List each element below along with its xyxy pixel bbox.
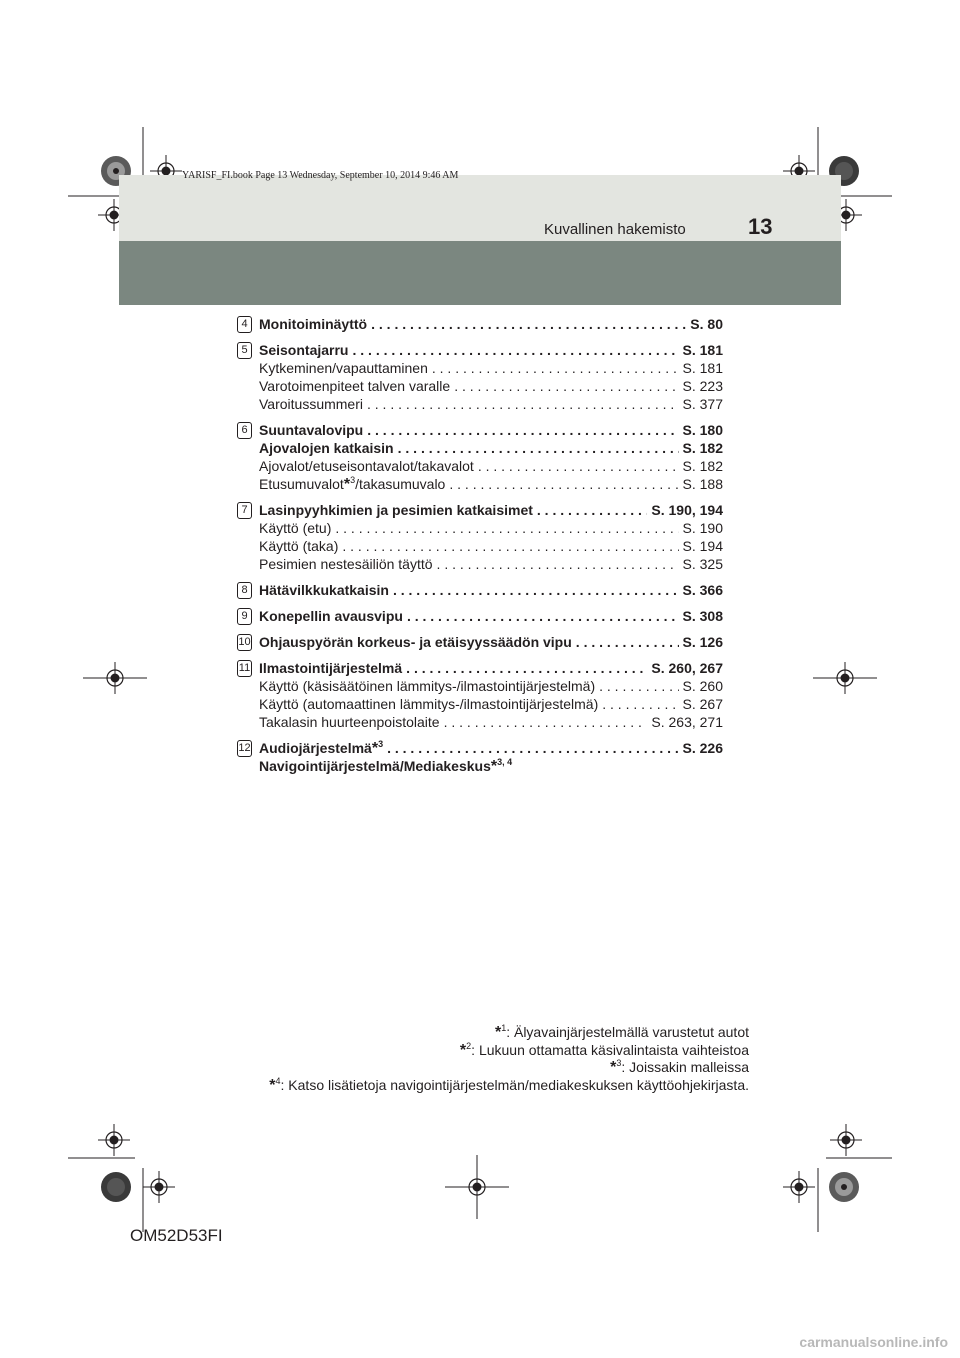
index-entry[interactable] bbox=[237, 677, 723, 695]
entry-group bbox=[237, 581, 723, 599]
leader-dots bbox=[407, 607, 679, 625]
entry-label: Takalasin huurteenpoistolaite bbox=[259, 714, 440, 730]
index-entry[interactable] bbox=[237, 757, 723, 775]
entry-label: Käyttö (taka) bbox=[259, 538, 339, 554]
page-reference[interactable]: S. 308 bbox=[682, 608, 723, 624]
page-reference[interactable]: S. 181 bbox=[682, 342, 723, 358]
page-reference[interactable]: S. 181 bbox=[682, 360, 723, 376]
index-entry[interactable] bbox=[237, 695, 723, 713]
leader-dots bbox=[478, 457, 679, 475]
watermark: carmanualsonline.info bbox=[799, 1334, 948, 1350]
page-reference[interactable]: S. 325 bbox=[682, 556, 723, 572]
leader-dots bbox=[335, 519, 678, 537]
leader-dots bbox=[393, 581, 679, 599]
crosshair-icon bbox=[445, 1155, 509, 1224]
index-entries bbox=[237, 315, 723, 775]
entry-label: Ohjauspyörän korkeus- ja etäisyyssäädön vipu bbox=[259, 634, 572, 650]
entry-label: Varotoimenpiteet talven varalle bbox=[259, 378, 451, 394]
page-reference[interactable]: S. 226 bbox=[682, 740, 723, 756]
crosshair-icon bbox=[783, 1171, 815, 1208]
header-dark-band bbox=[119, 241, 841, 305]
entry-group bbox=[237, 607, 723, 625]
entry-label: Konepellin avausvipu bbox=[259, 608, 403, 624]
index-entry[interactable] bbox=[237, 607, 723, 625]
entry-group bbox=[237, 659, 723, 731]
crosshair-icon bbox=[143, 1171, 175, 1208]
entry-label: Etusumuvalot*$^3$/takasumuvalo bbox=[259, 475, 446, 493]
starburst-target-icon bbox=[100, 1171, 132, 1208]
index-entry[interactable] bbox=[237, 581, 723, 599]
entry-group bbox=[237, 739, 723, 775]
entry-label: Ilmastointijärjestelmä bbox=[259, 660, 403, 676]
leader-dots bbox=[537, 501, 647, 519]
callout-number: 12 bbox=[237, 740, 252, 757]
leader-dots bbox=[454, 377, 678, 395]
entry-label: Monitoiminäyttö bbox=[259, 316, 368, 332]
page-reference[interactable]: S. 260 bbox=[682, 678, 723, 694]
entry-label: Käyttö (käsisäätöinen lämmitys-/ilmastointijärjestelmä) bbox=[259, 678, 596, 694]
leader-dots bbox=[599, 677, 678, 695]
page-reference[interactable]: S. 260, 267 bbox=[651, 660, 723, 676]
index-entry[interactable] bbox=[237, 395, 723, 413]
callout-number: 10 bbox=[237, 634, 252, 651]
callout-number: 6 bbox=[237, 422, 252, 439]
crosshair-icon bbox=[830, 1124, 862, 1161]
index-entry[interactable] bbox=[237, 315, 723, 333]
index-entry[interactable] bbox=[237, 457, 723, 475]
leader-dots bbox=[367, 395, 679, 413]
page-reference[interactable]: S. 267 bbox=[682, 696, 723, 712]
index-entry[interactable] bbox=[237, 519, 723, 537]
page-reference[interactable]: S. 126 bbox=[682, 634, 723, 650]
leader-dots bbox=[444, 713, 648, 731]
leader-dots bbox=[342, 537, 678, 555]
entry-label: Suuntavalovipu bbox=[259, 422, 364, 438]
crosshair-icon bbox=[813, 662, 877, 699]
page-reference[interactable]: S. 366 bbox=[682, 582, 723, 598]
entry-label: Navigointijärjestelmä/Mediakeskus*$^{3, 4}$ bbox=[259, 757, 513, 775]
entry-label: Hätävilkkukatkaisin bbox=[259, 582, 389, 598]
entry-group bbox=[237, 633, 723, 651]
callout-number: 9 bbox=[237, 608, 252, 625]
page-number: 13 bbox=[748, 214, 773, 239]
page-reference[interactable]: S. 263, 271 bbox=[651, 714, 723, 730]
entry-group bbox=[237, 421, 723, 493]
index-entry[interactable] bbox=[237, 659, 723, 677]
leader-dots bbox=[406, 659, 647, 677]
leader-dots bbox=[367, 421, 678, 439]
entry-label: Lasinpyyhkimien ja pesimien katkaisimet bbox=[259, 502, 533, 518]
crosshair-icon bbox=[98, 1124, 130, 1161]
leader-dots bbox=[387, 739, 678, 757]
entry-label: Ajovalojen katkaisin bbox=[259, 440, 394, 456]
leader-dots bbox=[449, 475, 678, 493]
index-entry[interactable] bbox=[237, 377, 723, 395]
index-entry[interactable] bbox=[237, 713, 723, 731]
footnote: *$^4$: Katso lisätietoja navigointijärjestelmän/mediakeskuksen käyttöohjekirjasta. bbox=[269, 1075, 749, 1094]
page-reference[interactable]: S. 223 bbox=[682, 378, 723, 394]
page-reference[interactable]: S. 190, 194 bbox=[651, 502, 723, 518]
document-code: OM52D53FI bbox=[130, 1226, 223, 1245]
entry-label: Pesimien nestesäiliön täyttö bbox=[259, 556, 433, 572]
index-entry[interactable] bbox=[237, 633, 723, 651]
footnote: *$^2$: Lukuun ottamatta käsivalintaista vaihteistoa bbox=[459, 1040, 749, 1059]
index-entry[interactable] bbox=[237, 341, 723, 359]
page-reference[interactable]: S. 80 bbox=[690, 316, 723, 332]
index-entry[interactable] bbox=[237, 537, 723, 555]
index-entry[interactable] bbox=[237, 501, 723, 519]
leader-dots bbox=[352, 341, 678, 359]
footnote: *$^3$: Joissakin malleissa bbox=[610, 1058, 749, 1076]
leader-dots bbox=[437, 555, 679, 573]
leader-dots bbox=[398, 439, 679, 457]
leader-dots bbox=[371, 315, 686, 333]
leader-dots bbox=[432, 359, 679, 377]
page-reference[interactable]: S. 377 bbox=[682, 396, 723, 412]
entry-group bbox=[237, 501, 723, 573]
page-reference[interactable]: S. 190 bbox=[682, 520, 723, 536]
callout-number: 7 bbox=[237, 502, 252, 519]
entry-label: Kytkeminen/vapauttaminen bbox=[259, 360, 428, 376]
index-entry[interactable] bbox=[237, 475, 723, 493]
entry-label: Varoitussummeri bbox=[259, 396, 363, 412]
index-entry[interactable] bbox=[237, 421, 723, 439]
footnote: *$^1$: Älyavainjärjestelmällä varustetut autot bbox=[494, 1023, 749, 1041]
index-entry[interactable] bbox=[237, 439, 723, 457]
leader-dots bbox=[602, 695, 678, 713]
entry-label: Seisontajarru bbox=[259, 342, 349, 358]
header-band bbox=[119, 175, 841, 241]
footnotes bbox=[269, 1024, 749, 1094]
page-reference[interactable]: S. 182 bbox=[682, 458, 723, 474]
page-reference[interactable]: S. 188 bbox=[682, 476, 723, 492]
page-reference[interactable]: S. 194 bbox=[682, 538, 723, 554]
page-reference[interactable]: S. 182 bbox=[682, 440, 723, 456]
entry-label: Käyttö (etu) bbox=[259, 520, 332, 536]
callout-number: 5 bbox=[237, 342, 252, 359]
section-title: Kuvallinen hakemisto bbox=[544, 221, 686, 238]
entry-group bbox=[237, 341, 723, 413]
leader-dots bbox=[576, 633, 679, 651]
entry-label: Audiojärjestelmä*$^3$ bbox=[259, 739, 384, 757]
entry-label: Käyttö (automaattinen lämmitys-/ilmastointijärjestelmä) bbox=[259, 696, 599, 712]
entry-group bbox=[237, 315, 723, 333]
book-stamp: YARISF_FI.book Page 13 Wednesday, September 10, 2014 9:46 AM bbox=[182, 170, 459, 181]
crosshair-icon bbox=[83, 662, 147, 699]
page-reference[interactable]: S. 180 bbox=[682, 422, 723, 438]
entry-label: Ajovalot/etuseisontavalot/takavalot bbox=[259, 458, 474, 474]
index-entry[interactable] bbox=[237, 359, 723, 377]
callout-number: 8 bbox=[237, 582, 252, 599]
callout-number: 11 bbox=[237, 660, 252, 677]
index-entry[interactable] bbox=[237, 555, 723, 573]
index-entry[interactable] bbox=[237, 739, 723, 757]
starburst-target-icon bbox=[828, 1171, 860, 1208]
callout-number: 4 bbox=[237, 316, 252, 333]
